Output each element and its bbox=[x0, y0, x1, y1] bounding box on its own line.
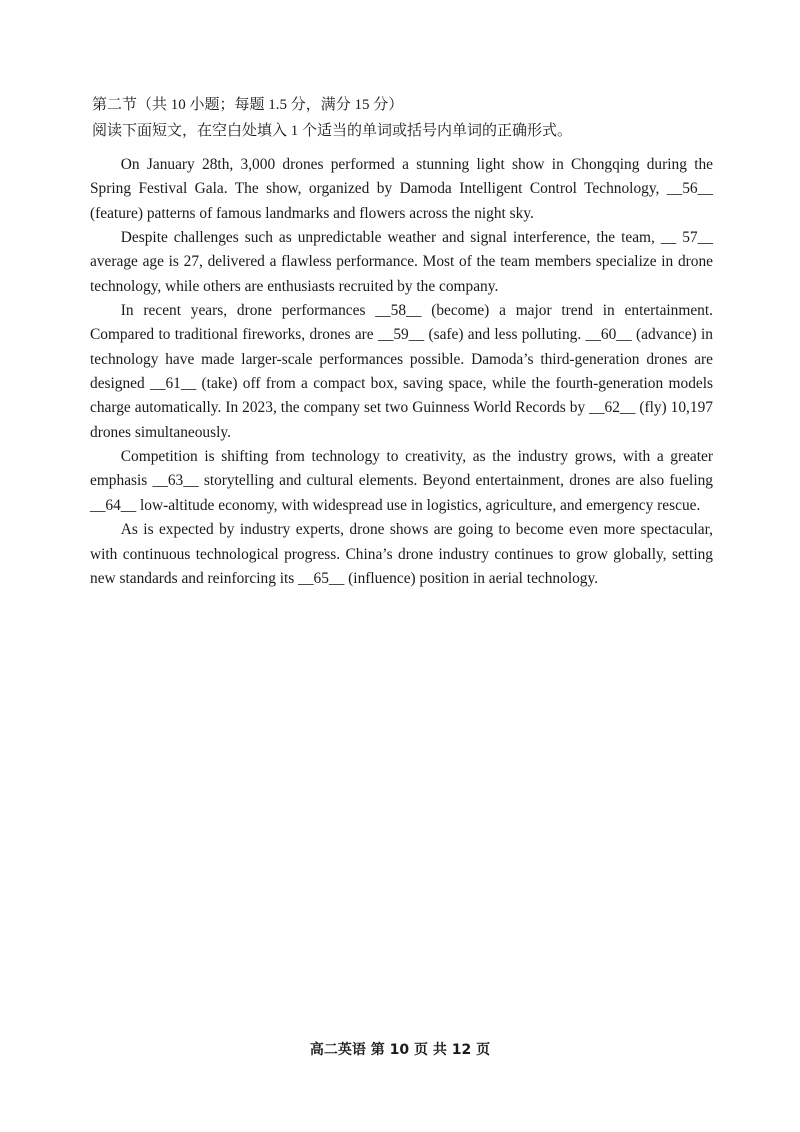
section-instruction: 阅读下面短文，在空白处填入 1 个适当的单词或括号内单词的正确形式。 bbox=[92, 123, 573, 139]
passage-paragraph-1: On January 28th, 3,000 drones performed a stunning light show in Chongqing during the Spring Festival Gala. The show, organized by Damoda Intelligent Control Technology, __56__ (feature) patterns of famous landmarks and flowers across the night sky. bbox=[90, 156, 713, 222]
section-title: 第二节（共 10 小题；每题 1.5 分，满分 15 分） bbox=[92, 97, 404, 113]
cloze-passage bbox=[90, 153, 713, 591]
passage-paragraph-5: As is expected by industry experts, drone shows are going to become even more spectacular, with continuous technological progress. China’s drone industry continues to grow globally, setting new standards and reinforcing its __65__ (influence) position in aerial technology. bbox=[90, 521, 713, 587]
passage-paragraph-3: In recent years, drone performances __58__ (become) a major trend in entertainment. Compared to traditional fireworks, drones are __59__ (safe) and less polluting. __60__ (advance) in technology have made larger-scale performances possible. Damoda’s third-generation drones are designed __61__ (take) off from a compact box, saving space, while the fourth-generation models charge automatically. In 2023, the company set two Guinness World Records by __62__ (fly) 10,197 drones simultaneously. bbox=[90, 302, 713, 441]
passage-paragraph-4: Competition is shifting from technology to creativity, as the industry grows, with a greater emphasis __63__ storytelling and cultural elements. Beyond entertainment, drones are also fueling __64__ low-altitude economy, with widespread use in logistics, agriculture, and emergency rescue. bbox=[90, 448, 713, 514]
page-footer: 高二英语 第 10 页 共 12 页 bbox=[309, 1042, 491, 1058]
passage-paragraph-2: Despite challenges such as unpredictable weather and signal interference, the team, __ 57__ average age is 27, delivered a flawless performance. Most of the team members specialize in drone technology, while others are enthusiasts recruited by the company. bbox=[90, 229, 713, 295]
